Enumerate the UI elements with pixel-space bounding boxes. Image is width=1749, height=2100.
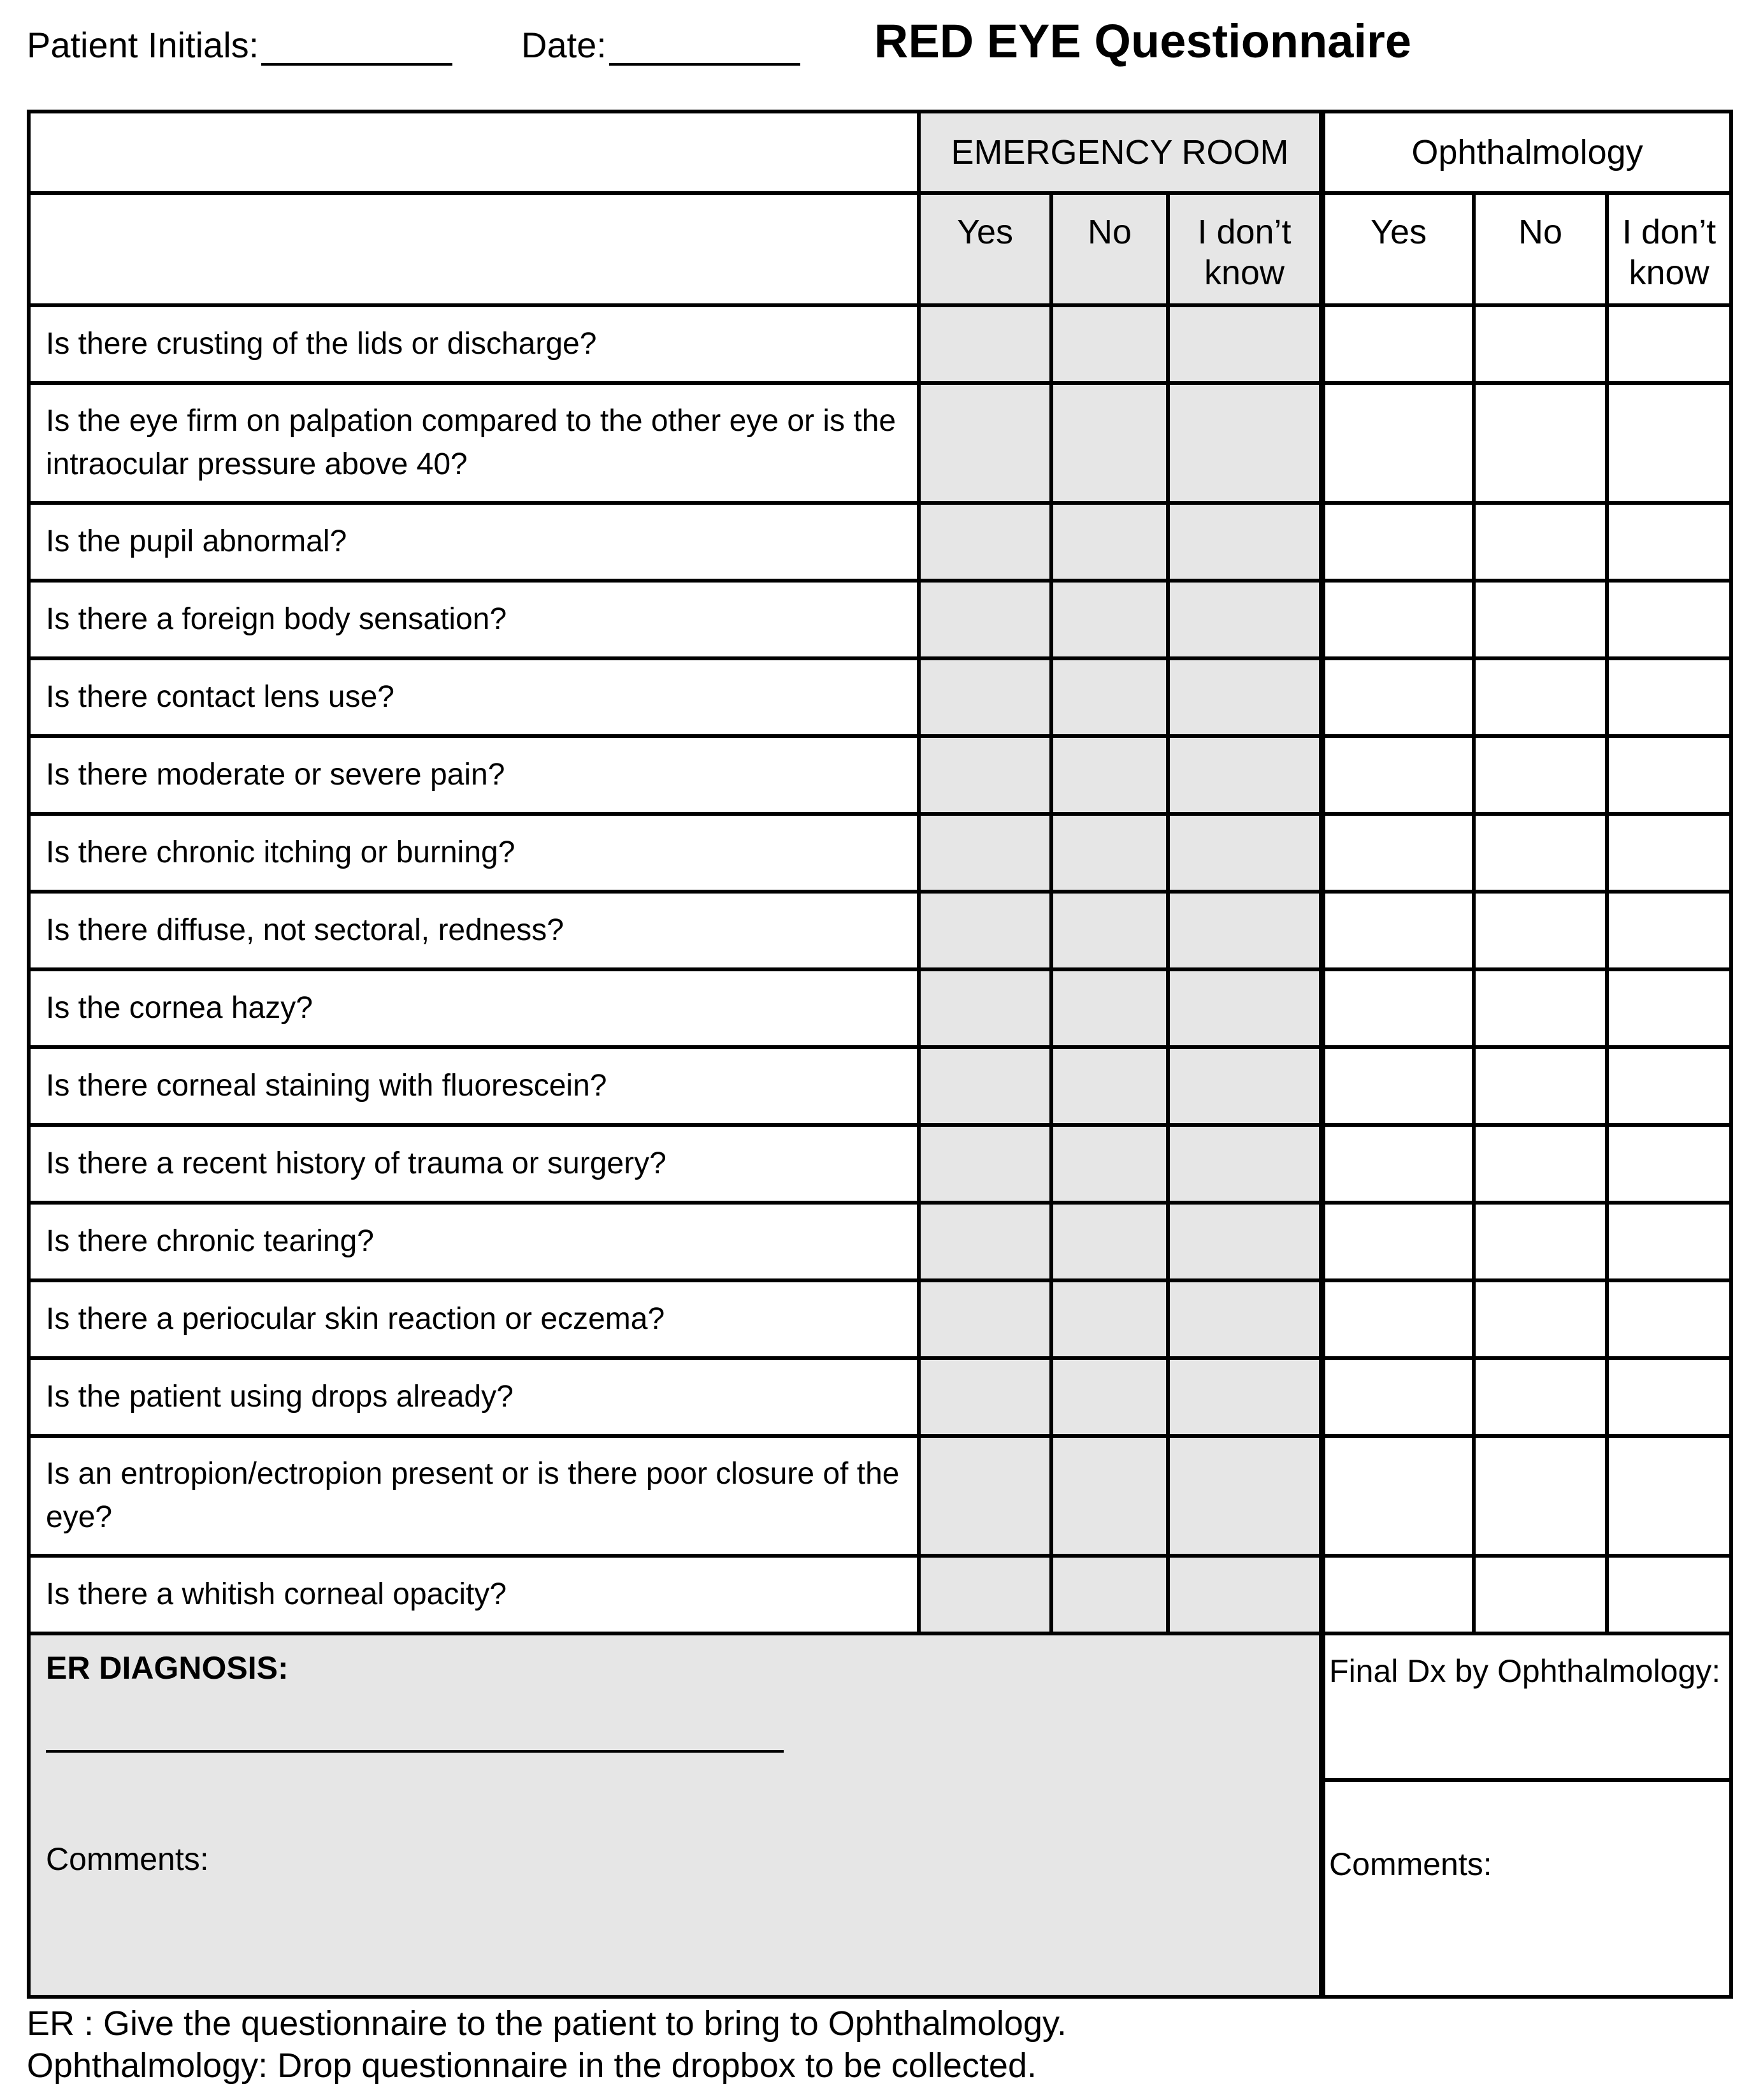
er-no-cell[interactable]: [1051, 814, 1168, 892]
er-dont-know-cell[interactable]: [1168, 1556, 1322, 1633]
column-header-row: [29, 193, 1731, 305]
question-row: [29, 1125, 1731, 1203]
er-no-cell[interactable]: [1051, 1358, 1168, 1436]
oph-no-cell[interactable]: [1474, 892, 1607, 969]
oph-no-cell[interactable]: [1474, 1436, 1607, 1556]
er-no-cell[interactable]: [1051, 305, 1168, 383]
oph-dont-know-header: I don’t know: [1607, 193, 1731, 305]
oph-no-cell[interactable]: [1474, 969, 1607, 1047]
oph-yes-cell[interactable]: [1322, 383, 1474, 503]
question-row: [29, 305, 1731, 383]
question-row: [29, 383, 1731, 503]
question-text: Is there corneal staining with fluorescein?: [29, 1047, 919, 1125]
oph-no-cell[interactable]: [1474, 1203, 1607, 1280]
oph-comments-label: Comments:: [1329, 1846, 1492, 1882]
group-header-row: [29, 112, 1731, 193]
oph-no-cell[interactable]: [1474, 1125, 1607, 1203]
patient-initials-field[interactable]: [27, 24, 452, 66]
instructions-footer: [27, 2002, 1067, 2087]
er-yes-cell[interactable]: [919, 503, 1051, 581]
patient-initials-label: Patient Initials:: [27, 25, 259, 65]
oph-yes-cell[interactable]: [1322, 1125, 1474, 1203]
question-text: Is there chronic tearing?: [29, 1203, 919, 1280]
er-yes-cell[interactable]: [919, 814, 1051, 892]
er-dont-know-cell[interactable]: [1168, 1203, 1322, 1280]
er-dont-know-cell[interactable]: [1168, 1436, 1322, 1556]
oph-dont-know-cell[interactable]: [1607, 1358, 1731, 1436]
er-no-header: No: [1051, 193, 1168, 305]
question-row: [29, 1280, 1731, 1358]
oph-dont-know-cell[interactable]: [1607, 1556, 1731, 1633]
patient-initials-blank[interactable]: [261, 31, 452, 66]
question-text: Is there crusting of the lids or discharge?: [29, 305, 919, 383]
instruction-ophthalmology: Ophthalmology: Drop questionnaire in the dropbox to be collected.: [27, 2046, 1037, 2085]
oph-yes-cell[interactable]: [1322, 1436, 1474, 1556]
date-field[interactable]: [521, 24, 800, 66]
er-group-header: EMERGENCY ROOM: [919, 112, 1322, 193]
er-dont-know-cell[interactable]: [1168, 814, 1322, 892]
er-no-cell[interactable]: [1051, 581, 1168, 658]
er-yes-cell[interactable]: [919, 1203, 1051, 1280]
question-row: [29, 736, 1731, 814]
oph-dont-know-cell[interactable]: [1607, 1280, 1731, 1358]
oph-group-header: Ophthalmology: [1322, 112, 1731, 193]
question-row: [29, 1047, 1731, 1125]
question-text: Is there a periocular skin reaction or eczema?: [29, 1280, 919, 1358]
diagnosis-row-top: [29, 1633, 1731, 1780]
question-text: Is the patient using drops already?: [29, 1358, 919, 1436]
oph-yes-cell[interactable]: [1322, 503, 1474, 581]
er-dont-know-cell[interactable]: [1168, 383, 1322, 503]
oph-no-cell[interactable]: [1474, 1358, 1607, 1436]
er-no-cell[interactable]: [1051, 892, 1168, 969]
er-yes-cell[interactable]: [919, 658, 1051, 736]
oph-no-cell[interactable]: [1474, 658, 1607, 736]
question-row: [29, 1358, 1731, 1436]
date-blank[interactable]: [609, 31, 800, 66]
er-dont-know-cell[interactable]: [1168, 1358, 1322, 1436]
oph-no-cell[interactable]: [1474, 383, 1607, 503]
er-no-cell[interactable]: [1051, 1047, 1168, 1125]
er-yes-cell[interactable]: [919, 1047, 1051, 1125]
er-dont-know-cell[interactable]: [1168, 658, 1322, 736]
oph-dont-know-cell[interactable]: [1607, 892, 1731, 969]
er-dont-know-cell[interactable]: [1168, 1047, 1322, 1125]
final-dx-box[interactable]: [1322, 1633, 1731, 1780]
oph-yes-cell[interactable]: [1322, 581, 1474, 658]
oph-dont-know-cell[interactable]: [1607, 1125, 1731, 1203]
oph-no-cell[interactable]: [1474, 1047, 1607, 1125]
er-no-cell[interactable]: [1051, 383, 1168, 503]
question-row: [29, 1436, 1731, 1556]
question-row: [29, 503, 1731, 581]
final-dx-label: Final Dx by Ophthalmology:: [1329, 1653, 1721, 1689]
oph-yes-cell[interactable]: [1322, 969, 1474, 1047]
oph-yes-cell[interactable]: [1322, 814, 1474, 892]
question-row: [29, 969, 1731, 1047]
er-no-cell[interactable]: [1051, 1280, 1168, 1358]
er-no-cell[interactable]: [1051, 736, 1168, 814]
questionnaire-table: [27, 110, 1733, 1999]
er-no-cell[interactable]: [1051, 503, 1168, 581]
er-no-cell[interactable]: [1051, 1556, 1168, 1633]
oph-dont-know-cell[interactable]: [1607, 814, 1731, 892]
er-dont-know-cell[interactable]: [1168, 581, 1322, 658]
question-row: [29, 1556, 1731, 1633]
question-row: [29, 1203, 1731, 1280]
oph-yes-cell[interactable]: [1322, 736, 1474, 814]
question-text: Is the cornea hazy?: [29, 969, 919, 1047]
oph-yes-cell[interactable]: [1322, 1203, 1474, 1280]
oph-dont-know-cell[interactable]: [1607, 1203, 1731, 1280]
er-no-cell[interactable]: [1051, 1203, 1168, 1280]
er-dont-know-header: I don’t know: [1168, 193, 1322, 305]
question-row: [29, 892, 1731, 969]
er-yes-cell[interactable]: [919, 581, 1051, 658]
oph-yes-header: Yes: [1322, 193, 1474, 305]
oph-dont-know-cell[interactable]: [1607, 969, 1731, 1047]
er-diagnosis-blank[interactable]: [46, 1750, 784, 1753]
oph-no-cell[interactable]: [1474, 305, 1607, 383]
oph-no-cell[interactable]: [1474, 814, 1607, 892]
oph-yes-cell[interactable]: [1322, 658, 1474, 736]
question-text: Is an entropion/ectropion present or is there poor closure of the eye?: [29, 1436, 919, 1556]
er-yes-cell[interactable]: [919, 1125, 1051, 1203]
oph-no-cell[interactable]: [1474, 1556, 1607, 1633]
er-no-cell[interactable]: [1051, 969, 1168, 1047]
oph-dont-know-cell[interactable]: [1607, 503, 1731, 581]
er-dont-know-cell[interactable]: [1168, 305, 1322, 383]
er-yes-header: Yes: [919, 193, 1051, 305]
er-diagnosis-label: ER DIAGNOSIS:: [46, 1650, 289, 1686]
question-text: Is there a whitish corneal opacity?: [29, 1556, 919, 1633]
oph-no-cell[interactable]: [1474, 736, 1607, 814]
er-dont-know-cell[interactable]: [1168, 736, 1322, 814]
oph-yes-cell[interactable]: [1322, 1047, 1474, 1125]
er-yes-cell[interactable]: [919, 1556, 1051, 1633]
oph-dont-know-cell[interactable]: [1607, 1047, 1731, 1125]
oph-no-cell[interactable]: [1474, 503, 1607, 581]
date-label: Date:: [521, 25, 607, 65]
page-title: RED EYE Questionnaire: [874, 15, 1411, 68]
er-dont-know-cell[interactable]: [1168, 1280, 1322, 1358]
oph-dont-know-cell[interactable]: [1607, 736, 1731, 814]
oph-no-header: No: [1474, 193, 1607, 305]
question-text: Is there a recent history of trauma or surgery?: [29, 1125, 919, 1203]
oph-yes-cell[interactable]: [1322, 1556, 1474, 1633]
question-row: [29, 814, 1731, 892]
er-yes-cell[interactable]: [919, 1280, 1051, 1358]
form-header: [0, 0, 1749, 102]
er-dont-know-cell[interactable]: [1168, 503, 1322, 581]
er-no-cell[interactable]: [1051, 1436, 1168, 1556]
er-yes-cell[interactable]: [919, 1436, 1051, 1556]
er-yes-cell[interactable]: [919, 1358, 1051, 1436]
instruction-er: ER : Give the questionnaire to the patient to bring to Ophthalmology.: [27, 2004, 1067, 2043]
oph-comments-box[interactable]: [1322, 1780, 1731, 1997]
oph-yes-cell[interactable]: [1322, 305, 1474, 383]
question-header-cell: [29, 193, 919, 305]
oph-yes-cell[interactable]: [1322, 1280, 1474, 1358]
question-text: Is there a foreign body sensation?: [29, 581, 919, 658]
er-yes-cell[interactable]: [919, 383, 1051, 503]
er-yes-cell[interactable]: [919, 969, 1051, 1047]
er-dont-know-cell[interactable]: [1168, 892, 1322, 969]
question-text: Is there moderate or severe pain?: [29, 736, 919, 814]
er-yes-cell[interactable]: [919, 736, 1051, 814]
er-no-cell[interactable]: [1051, 1125, 1168, 1203]
er-no-cell[interactable]: [1051, 658, 1168, 736]
question-row: [29, 581, 1731, 658]
question-row: [29, 658, 1731, 736]
oph-dont-know-cell[interactable]: [1607, 305, 1731, 383]
oph-dont-know-cell[interactable]: [1607, 658, 1731, 736]
question-rows: [29, 305, 1731, 1633]
oph-no-cell[interactable]: [1474, 1280, 1607, 1358]
question-text: Is there contact lens use?: [29, 658, 919, 736]
er-yes-cell[interactable]: [919, 892, 1051, 969]
oph-no-cell[interactable]: [1474, 581, 1607, 658]
er-comments-label: Comments:: [46, 1841, 209, 1877]
er-dont-know-cell[interactable]: [1168, 1125, 1322, 1203]
corner-cell: [29, 112, 919, 193]
er-diagnosis-box[interactable]: [29, 1633, 1322, 1997]
question-text: Is the eye firm on palpation compared to the other eye or is the intraocular pressure above 40?: [29, 383, 919, 503]
oph-dont-know-cell[interactable]: [1607, 1436, 1731, 1556]
oph-dont-know-cell[interactable]: [1607, 383, 1731, 503]
er-dont-know-cell[interactable]: [1168, 969, 1322, 1047]
question-text: Is there diffuse, not sectoral, redness?: [29, 892, 919, 969]
question-text: Is the pupil abnormal?: [29, 503, 919, 581]
oph-dont-know-cell[interactable]: [1607, 581, 1731, 658]
er-yes-cell[interactable]: [919, 305, 1051, 383]
question-text: Is there chronic itching or burning?: [29, 814, 919, 892]
oph-yes-cell[interactable]: [1322, 1358, 1474, 1436]
oph-yes-cell[interactable]: [1322, 892, 1474, 969]
